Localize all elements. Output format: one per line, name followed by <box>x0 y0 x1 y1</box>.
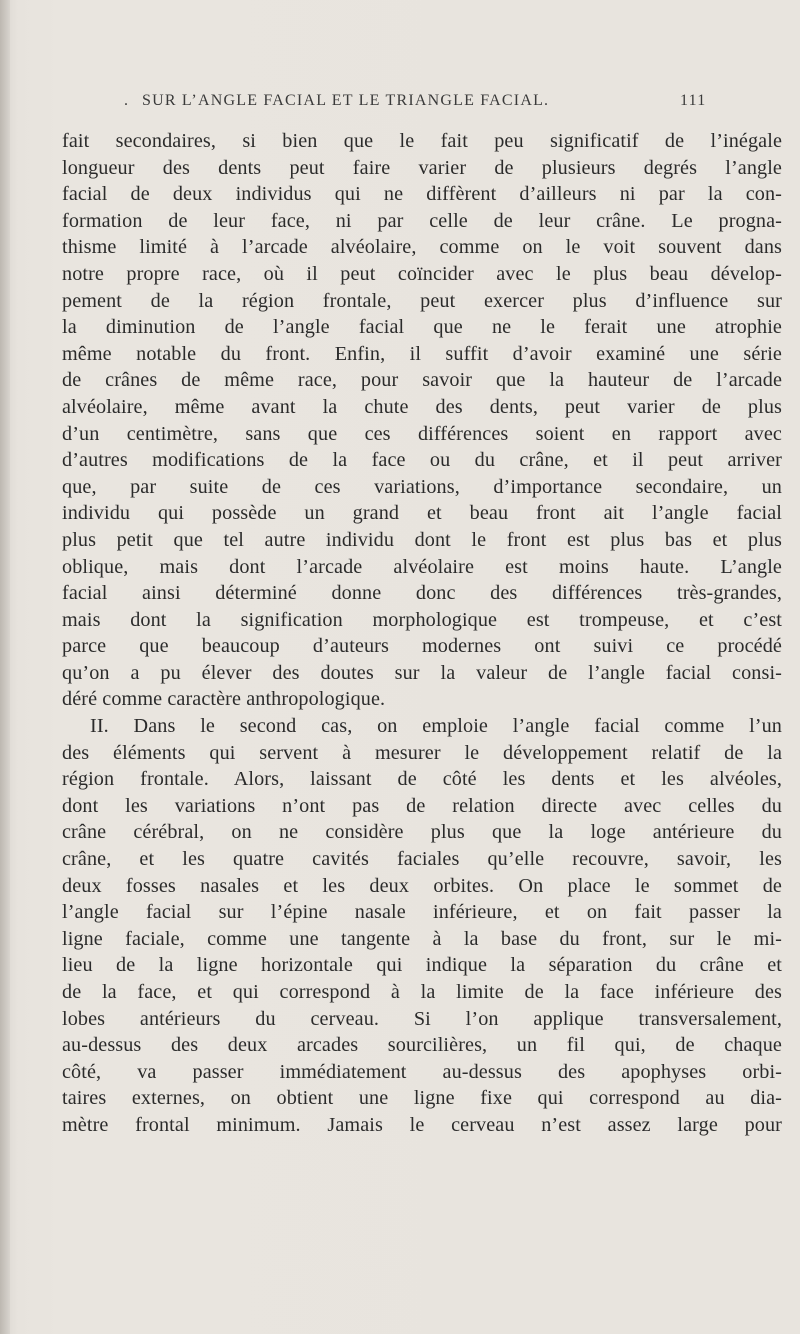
running-head <box>62 92 762 116</box>
text-line: crâne, et les quatre cavités faciales qu’elle recouvre, savoir, les <box>62 848 782 871</box>
page-number: 111 <box>680 92 707 109</box>
text-line: dont les variations n’ont pas de relation directe avec celles du <box>62 794 782 817</box>
text-line: parce que beaucoup d’auteurs modernes ont suivi ce procédé <box>62 635 782 658</box>
paragraph-end-line: déré comme caractère anthropologique. <box>62 688 386 711</box>
text-line: de la face, et qui correspond à la limite de la face inférieure des <box>62 981 782 1003</box>
text-line: longueur des dents peut faire varier de plusieurs degrés l’angle <box>62 156 782 179</box>
text-line: taires externes, on obtient une ligne fixe qui correspond au dia- <box>62 1087 782 1110</box>
text-line: côté, va passer immédiatement au-dessus des apophyses orbi- <box>62 1060 782 1083</box>
text-line: l’angle facial sur l’épine nasale inférieure, et on fait passer la <box>62 901 782 924</box>
text-line: thisme limité à l’arcade alvéolaire, comme on le voit souvent dans <box>62 236 782 259</box>
running-head-title: SUR L’ANGLE FACIAL ET LE TRIANGLE FACIAL. <box>142 92 550 109</box>
text-line: des éléments qui servent à mesurer le développement relatif de la <box>62 741 782 764</box>
text-line: individu qui possède un grand et beau front ait l’angle facial <box>62 502 782 525</box>
text-line: facial de deux individus qui ne diffèrent d’ailleurs ni par la con- <box>62 183 782 206</box>
text-line: région frontale. Alors, laissant de côté les dents et les alvéoles, <box>62 768 782 791</box>
text-line: plus petit que tel autre individu dont le front est plus bas et plus <box>62 528 782 551</box>
text-line: ligne faciale, comme une tangente à la base du front, sur le mi- <box>62 927 782 950</box>
text-line: alvéolaire, même avant la chute des dents, peut varier de plus <box>62 395 782 418</box>
text-line: formation de leur face, ni par celle de leur crâne. Le progna- <box>62 209 782 232</box>
text-line: oblique, mais dont l’arcade alvéolaire est moins haute. L’angle <box>62 555 782 578</box>
running-head-dot: . <box>124 92 130 109</box>
text-line: notre propre race, où il peut coïncider avec le plus beau dévelop- <box>62 262 782 285</box>
text-line: la diminution de l’angle facial que ne le ferait une atrophie <box>62 316 782 339</box>
paragraph-start-line: II. Dans le second cas, on emploie l’angle facial comme l’un <box>90 715 782 738</box>
text-line: même notable du front. Enfin, il suffit d’avoir examiné une série <box>62 342 782 365</box>
text-line: d’autres modifications de la face ou du crâne, et il peut arriver <box>62 449 782 472</box>
text-line: mètre frontal minimum. Jamais le cerveau n’est assez large pour <box>62 1113 782 1136</box>
text-line: lieu de la ligne horizontale qui indique la séparation du crâne et <box>62 954 782 977</box>
text-line: fait secondaires, si bien que le fait peu significatif de l’inégale <box>62 130 782 152</box>
text-line: deux fosses nasales et les deux orbites. On place le sommet de <box>62 874 782 897</box>
text-line: qu’on a pu élever des doutes sur la valeur de l’angle facial consi- <box>62 661 782 684</box>
text-line: mais dont la signification morphologique est trompeuse, et c’est <box>62 608 782 631</box>
body-text <box>62 128 782 1139</box>
text-line: lobes antérieurs du cerveau. Si l’on applique transversalement, <box>62 1007 782 1030</box>
text-line: au-dessus des deux arcades sourcilières, un fil qui, de chaque <box>62 1034 782 1057</box>
text-line: que, par suite de ces variations, d’importance secondaire, un <box>62 475 782 498</box>
text-line: crâne cérébral, on ne considère plus que la loge antérieure du <box>62 821 782 844</box>
text-line: de crânes de même race, pour savoir que la hauteur de l’arcade <box>62 369 782 392</box>
binding-edge <box>0 0 10 1334</box>
text-line: pement de la région frontale, peut exercer plus d’influence sur <box>62 289 782 312</box>
text-line: d’un centimètre, sans que ces différences soient en rapport avec <box>62 422 782 445</box>
text-line: facial ainsi déterminé donne donc des différences très-grandes, <box>62 582 782 605</box>
